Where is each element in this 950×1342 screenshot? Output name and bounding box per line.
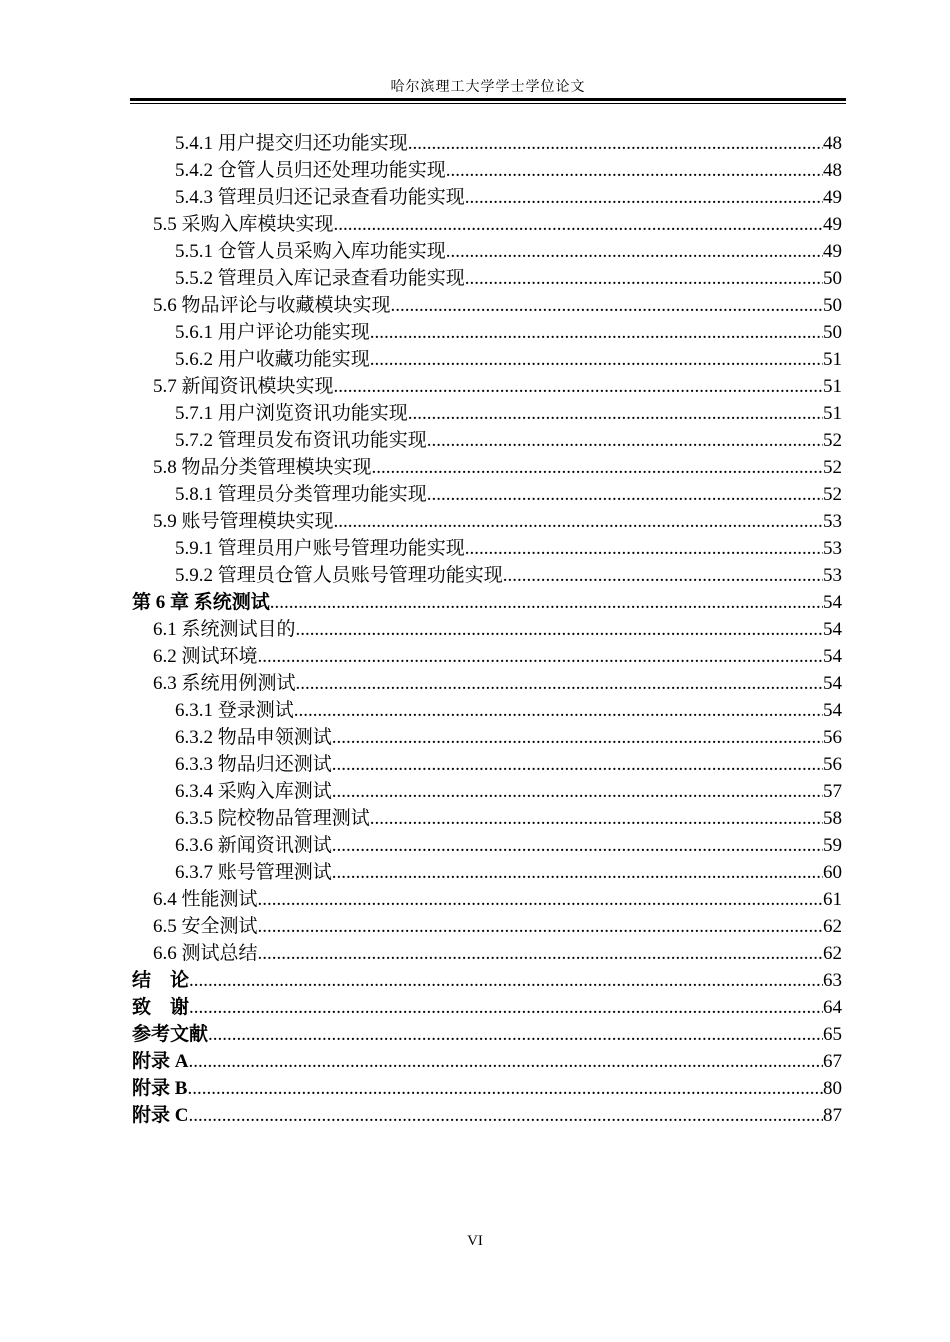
toc-entry[interactable] (132, 616, 842, 643)
toc-dot-leader (370, 805, 823, 832)
toc-entry-title: 5.5.2 管理员入库记录查看功能实现 (175, 268, 465, 289)
toc-entry[interactable] (132, 373, 842, 400)
toc-entry-page: 51 (823, 376, 842, 397)
toc-entry-page: 51 (823, 403, 842, 424)
toc-entry-page: 49 (823, 214, 842, 235)
toc-entry[interactable] (132, 130, 842, 157)
toc-entry-page: 60 (823, 862, 842, 883)
toc-entry-page: 63 (823, 970, 842, 991)
toc-entry-page: 64 (823, 997, 842, 1018)
toc-entry-page: 57 (823, 781, 842, 802)
toc-dot-leader (270, 589, 823, 616)
toc-entry-page: 62 (823, 943, 842, 964)
toc-dot-leader (334, 508, 823, 535)
toc-dot-leader (465, 265, 823, 292)
toc-dot-leader (258, 913, 823, 940)
toc-entry[interactable] (132, 157, 842, 184)
toc-entry-page: 54 (823, 700, 842, 721)
toc-entry[interactable] (132, 994, 842, 1021)
toc-entry-page: 50 (823, 322, 842, 343)
toc-entry-title: 5.4.1 用户提交归还功能实现 (175, 133, 408, 154)
toc-entry[interactable] (132, 940, 842, 967)
toc-entry-title: 结 论 (132, 970, 190, 991)
toc-entry-page: 61 (823, 889, 842, 910)
toc-entry[interactable] (132, 643, 842, 670)
toc-entry[interactable] (132, 670, 842, 697)
toc-dot-leader (370, 346, 823, 373)
toc-entry-title: 6.6 测试总结 (153, 943, 258, 964)
toc-entry-page: 59 (823, 835, 842, 856)
toc-entry[interactable] (132, 211, 842, 238)
toc-entry[interactable] (132, 589, 842, 616)
toc-entry-page: 49 (823, 187, 842, 208)
toc-entry-title: 5.6 物品评论与收藏模块实现 (153, 295, 391, 316)
toc-dot-leader (258, 643, 823, 670)
toc-entry-title: 6.3.7 账号管理测试 (175, 862, 332, 883)
toc-entry-page: 56 (823, 727, 842, 748)
toc-entry-title: 5.4.2 仓管人员归还处理功能实现 (175, 160, 446, 181)
toc-dot-leader (332, 778, 823, 805)
toc-entry-title: 5.9 账号管理模块实现 (153, 511, 334, 532)
toc-entry[interactable] (132, 1048, 842, 1075)
toc-entry-page: 48 (823, 133, 842, 154)
toc-entry[interactable] (132, 265, 842, 292)
toc-entry-title: 参考文献 (132, 1024, 209, 1045)
toc-entry[interactable] (132, 400, 842, 427)
toc-entry-title: 6.3.5 院校物品管理测试 (175, 808, 370, 829)
toc-entry-title: 5.7.2 管理员发布资讯功能实现 (175, 430, 427, 451)
toc-entry[interactable] (132, 1075, 842, 1102)
toc-entry-title: 5.9.1 管理员用户账号管理功能实现 (175, 538, 465, 559)
toc-entry-title: 5.4.3 管理员归还记录查看功能实现 (175, 187, 465, 208)
toc-dot-leader (408, 130, 823, 157)
table-of-contents (132, 130, 842, 1129)
toc-entry[interactable] (132, 724, 842, 751)
toc-entry[interactable] (132, 805, 842, 832)
toc-entry-page: 53 (823, 565, 842, 586)
toc-entry-title: 5.8.1 管理员分类管理功能实现 (175, 484, 427, 505)
toc-entry-page: 56 (823, 754, 842, 775)
toc-dot-leader (189, 994, 823, 1021)
toc-dot-leader (332, 859, 823, 886)
toc-entry-page: 80 (823, 1078, 842, 1099)
toc-entry-page: 65 (823, 1024, 842, 1045)
toc-dot-leader (334, 211, 823, 238)
toc-entry-page: 67 (823, 1051, 842, 1072)
toc-entry-title: 6.3.6 新闻资讯测试 (175, 835, 332, 856)
toc-entry-page: 48 (823, 160, 842, 181)
toc-entry-title: 5.5 采购入库模块实现 (153, 214, 334, 235)
toc-entry[interactable] (132, 535, 842, 562)
toc-dot-leader (427, 427, 823, 454)
toc-dot-leader (465, 535, 823, 562)
toc-entry-page: 49 (823, 241, 842, 262)
toc-dot-leader (332, 751, 823, 778)
toc-entry[interactable] (132, 967, 842, 994)
toc-dot-leader (465, 184, 823, 211)
toc-dot-leader (332, 832, 823, 859)
toc-entry[interactable] (132, 454, 842, 481)
toc-entry[interactable] (132, 292, 842, 319)
toc-dot-leader (208, 1021, 823, 1048)
toc-entry-title: 6.4 性能测试 (153, 889, 258, 910)
toc-entry-title: 6.3.4 采购入库测试 (175, 781, 332, 802)
toc-entry-page: 53 (823, 511, 842, 532)
toc-entry-title: 附录 B (132, 1078, 188, 1099)
toc-entry[interactable] (132, 562, 842, 589)
toc-dot-leader (188, 1102, 823, 1129)
toc-entry-title: 5.8 物品分类管理模块实现 (153, 457, 372, 478)
toc-entry[interactable] (132, 481, 842, 508)
toc-entry-page: 51 (823, 349, 842, 370)
toc-entry-page: 87 (823, 1105, 842, 1126)
toc-entry-page: 54 (823, 646, 842, 667)
toc-entry-title: 6.5 安全测试 (153, 916, 258, 937)
toc-entry[interactable] (132, 886, 842, 913)
toc-dot-leader (189, 967, 823, 994)
toc-entry-title: 5.7.1 用户浏览资讯功能实现 (175, 403, 408, 424)
toc-entry-page: 54 (823, 592, 842, 613)
toc-dot-leader (408, 400, 823, 427)
toc-entry-title: 6.3.3 物品归还测试 (175, 754, 332, 775)
toc-entry-title: 6.3 系统用例测试 (153, 673, 296, 694)
toc-entry[interactable] (132, 859, 842, 886)
toc-entry[interactable] (132, 778, 842, 805)
toc-dot-leader (258, 940, 823, 967)
toc-entry[interactable] (132, 238, 842, 265)
toc-entry-title: 5.6.1 用户评论功能实现 (175, 322, 370, 343)
toc-entry-page: 53 (823, 538, 842, 559)
toc-entry[interactable] (132, 319, 842, 346)
toc-dot-leader (187, 1075, 823, 1102)
toc-entry[interactable] (132, 832, 842, 859)
toc-dot-leader (503, 562, 823, 589)
toc-dot-leader (334, 373, 823, 400)
header-rule-thick (130, 98, 846, 101)
toc-entry-page: 52 (823, 457, 842, 478)
toc-entry-page: 54 (823, 673, 842, 694)
toc-dot-leader (188, 1048, 823, 1075)
toc-entry-title: 5.7 新闻资讯模块实现 (153, 376, 334, 397)
toc-entry-page: 54 (823, 619, 842, 640)
toc-dot-leader (296, 616, 823, 643)
toc-entry-title: 6.3.1 登录测试 (175, 700, 294, 721)
toc-dot-leader (372, 454, 823, 481)
toc-dot-leader (258, 886, 823, 913)
toc-entry-page: 50 (823, 295, 842, 316)
toc-dot-leader (427, 481, 823, 508)
toc-entry-title: 6.2 测试环境 (153, 646, 258, 667)
page-header-title: 哈尔滨理工大学学士学位论文 (390, 80, 586, 95)
toc-entry-title: 5.6.2 用户收藏功能实现 (175, 349, 370, 370)
toc-entry-page: 50 (823, 268, 842, 289)
toc-entry[interactable] (132, 508, 842, 535)
toc-entry-title: 附录 A (132, 1051, 189, 1072)
toc-entry[interactable] (132, 346, 842, 373)
toc-dot-leader (391, 292, 823, 319)
toc-dot-leader (332, 724, 823, 751)
toc-entry-title: 6.1 系统测试目的 (153, 619, 296, 640)
toc-entry[interactable] (132, 751, 842, 778)
toc-entry-title: 致 谢 (132, 997, 190, 1018)
toc-entry-title: 第 6 章 系统测试 (132, 592, 270, 613)
toc-entry[interactable] (132, 1102, 842, 1129)
toc-entry[interactable] (132, 697, 842, 724)
toc-entry[interactable] (132, 427, 842, 454)
toc-entry-page: 52 (823, 430, 842, 451)
toc-entry-title: 5.5.1 仓管人员采购入库功能实现 (175, 241, 446, 262)
toc-dot-leader (370, 319, 823, 346)
toc-dot-leader (446, 157, 823, 184)
toc-entry[interactable] (132, 913, 842, 940)
toc-entry[interactable] (132, 184, 842, 211)
toc-entry[interactable] (132, 1021, 842, 1048)
page-number: VI (467, 1233, 483, 1249)
toc-entry-page: 62 (823, 916, 842, 937)
header-rule-thin (130, 103, 846, 104)
toc-dot-leader (296, 670, 823, 697)
toc-entry-title: 5.9.2 管理员仓管人员账号管理功能实现 (175, 565, 503, 586)
toc-dot-leader (294, 697, 823, 724)
toc-entry-title: 6.3.2 物品申领测试 (175, 727, 332, 748)
toc-dot-leader (446, 238, 823, 265)
toc-entry-title: 附录 C (132, 1105, 189, 1126)
toc-entry-page: 52 (823, 484, 842, 505)
toc-entry-page: 58 (823, 808, 842, 829)
